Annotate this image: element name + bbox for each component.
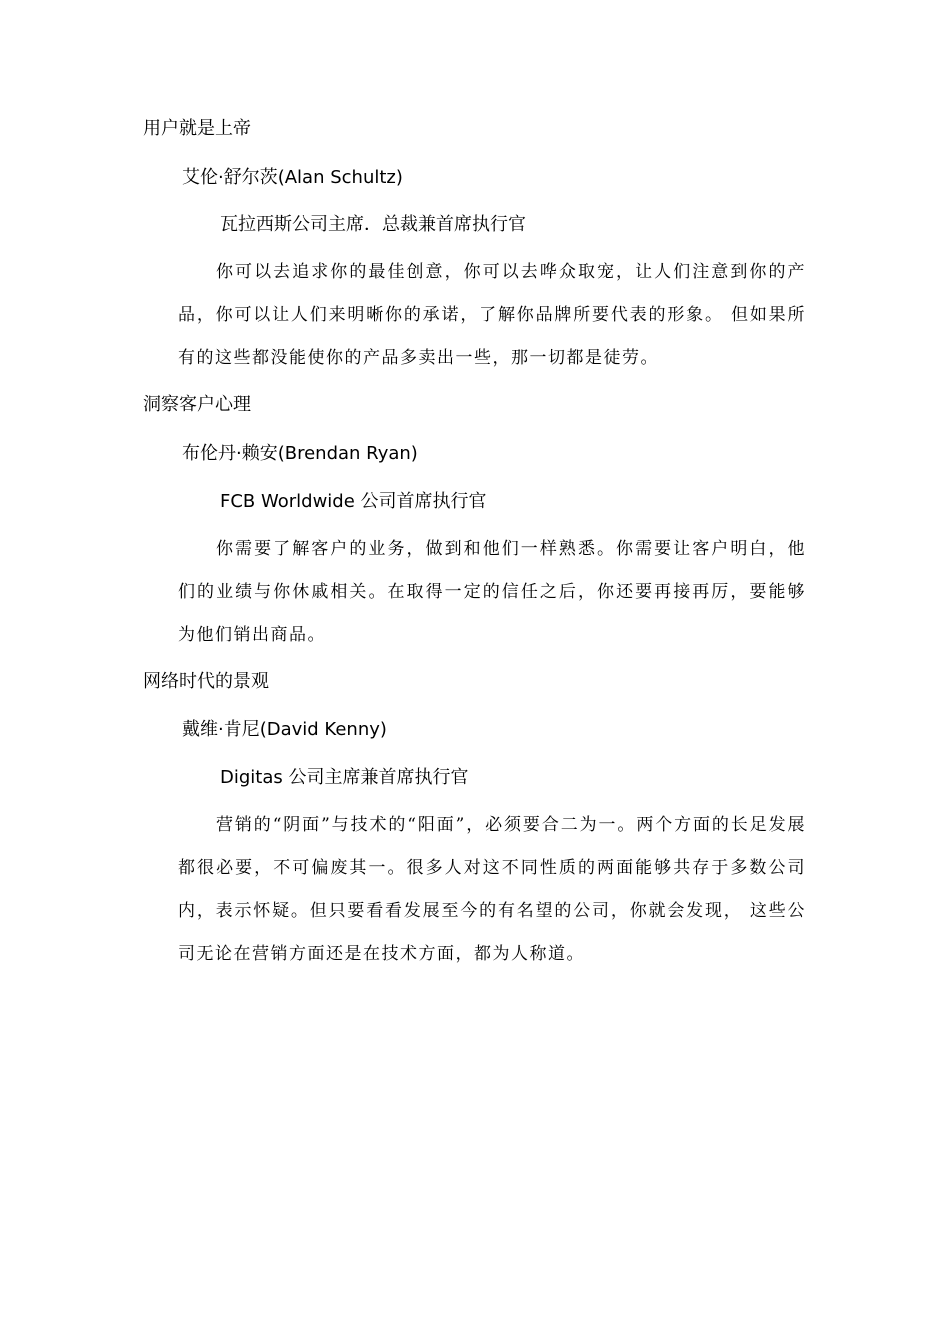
section-heading: 网络时代的景观: [143, 671, 269, 692]
author-name: 艾伦·舒尔茨(Alan Schultz): [182, 167, 403, 188]
quote-paragraph: 你可以去追求你的最佳创意，你可以去哗众取宠，让人们注意到你的产品，你可以让人们来明晰你的承诺，了解你品牌所要代表的形象。 但如果所有的这些都没能使你的产品多卖出一些，那一切都是徒劳。: [178, 262, 806, 368]
section-heading: 洞察客户心理: [143, 394, 251, 415]
author-name: 戴维·肯尼(David Kenny): [182, 719, 387, 740]
quote-paragraph: 营销的“阴面”与技术的“阳面”，必须要合二为一。两个方面的长足发展都很必要，不可偏废其一。很多人对这不同性质的两面能够共存于多数公司内，表示怀疑。但只要看看发展至今的有名望的公司，你就会发现， 这些公司无论在营销方面还是在技术方面，都为人称道。: [178, 815, 806, 964]
author-role: Digitas 公司主席兼首席执行官: [220, 767, 469, 788]
author-role: 瓦拉西斯公司主席．总裁兼首席执行官: [220, 214, 526, 235]
author-name: 布伦丹·赖安(Brendan Ryan): [182, 443, 418, 464]
author-role: FCB Worldwide 公司首席执行官: [220, 491, 487, 512]
section-heading: 用户就是上帝: [143, 118, 251, 139]
quote-paragraph: 你需要了解客户的业务，做到和他们一样熟悉。你需要让客户明白，他们的业绩与你休戚相关。在取得一定的信任之后，你还要再接再厉，要能够为他们销出商品。: [178, 539, 806, 645]
